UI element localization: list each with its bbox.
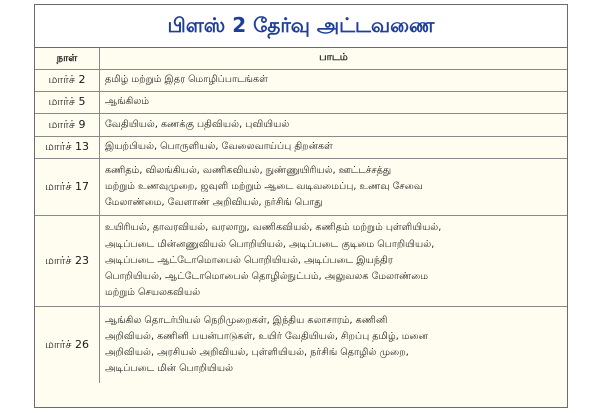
subject-line: ஆங்கிலம் [105, 96, 150, 108]
row-subjects [100, 92, 567, 113]
row-subjects [100, 114, 567, 136]
row-date: மார்ச் 2 [35, 70, 100, 91]
table-title: பிளஸ் 2 தேர்வு அட்டவணை [35, 5, 567, 48]
row-date: மார்ச் 17 [35, 159, 100, 215]
subject-line: உயிரியல், தாவரவியல், வரலாறு, வணிகவியல், கணிதம் மற்றும் புள்ளியியல், [105, 222, 442, 234]
row-subjects [100, 307, 567, 383]
row-date: மார்ச் 5 [35, 92, 100, 113]
subject-line: ஆங்கில தொடர்பியல் நெறிமுறைகள், இந்திய கலாசாரம், கணினி [105, 314, 388, 326]
subject-line: பொறியியல், ஆட்டோமொபைல் தொழில்நுட்பம், அலுவலக மேலாண்மை [105, 271, 429, 283]
row-date: மார்ச் 26 [35, 307, 100, 383]
header-row [35, 48, 567, 70]
header-date: நாள் [35, 48, 100, 69]
subject-line: மற்றும் உணவுமுறை, ஜவுளி மற்றும் ஆடை வடிவமைப்பு, உணவு சேவை [105, 180, 423, 192]
row-date: மார்ச் 23 [35, 216, 100, 306]
subject-line: மற்றும் செயலகவியல் [105, 287, 201, 299]
subject-line: அடிப்படை மின்னணுவியல் பொறியியல், அடிப்படை குடிமை பொறியியல், [105, 238, 435, 250]
row-subjects [100, 137, 567, 158]
subject-line: கணிதம், விலங்கியல், வணிகவியல், நுண்ணுயிரியல், ஊட்டச்சத்து [105, 164, 392, 176]
row-subjects [100, 70, 567, 91]
row-date: மார்ச் 13 [35, 137, 100, 158]
row-date: மார்ச் 9 [35, 114, 100, 136]
table-row [35, 137, 567, 159]
subject-line: மேலாண்மை, வேளாண் அறிவியல், நர்சிங் பொது [105, 197, 323, 209]
subject-line: அறிவியல், அரசியல் அறிவியல், புள்ளியியல், நர்சிங் தொழில் முறை, [105, 347, 409, 358]
table-row [35, 92, 567, 114]
row-subjects [100, 216, 567, 306]
row-subjects [100, 159, 567, 215]
table-row [35, 114, 567, 137]
subject-line: இயற்பியல், பொருளியல், வேலைவாய்ப்பு திறன்கள் [105, 141, 333, 153]
table-row [35, 70, 567, 92]
table-row [35, 159, 567, 216]
table-row [35, 307, 567, 383]
subject-line: அடிப்படை மின் பொறியியல் [105, 363, 234, 375]
subject-line: அறிவியல், கணினி பயன்பாடுகள், உயிர் வேதியியல், சிறப்பு தமிழ், மனை [105, 330, 428, 342]
subject-line: தமிழ் மற்றும் இதர மொழிப்பாடங்கள் [105, 74, 268, 86]
subject-line: வேதியியல், கணக்கு பதிவியல், புவியியல் [105, 118, 290, 130]
subject-line: அடிப்படை ஆட்டோமொபைல் பொறியியல், அடிப்படை இயந்திர [105, 254, 393, 266]
header-subject: பாடம் [319, 52, 348, 64]
table-row [35, 216, 567, 307]
exam-schedule-table [34, 4, 568, 408]
